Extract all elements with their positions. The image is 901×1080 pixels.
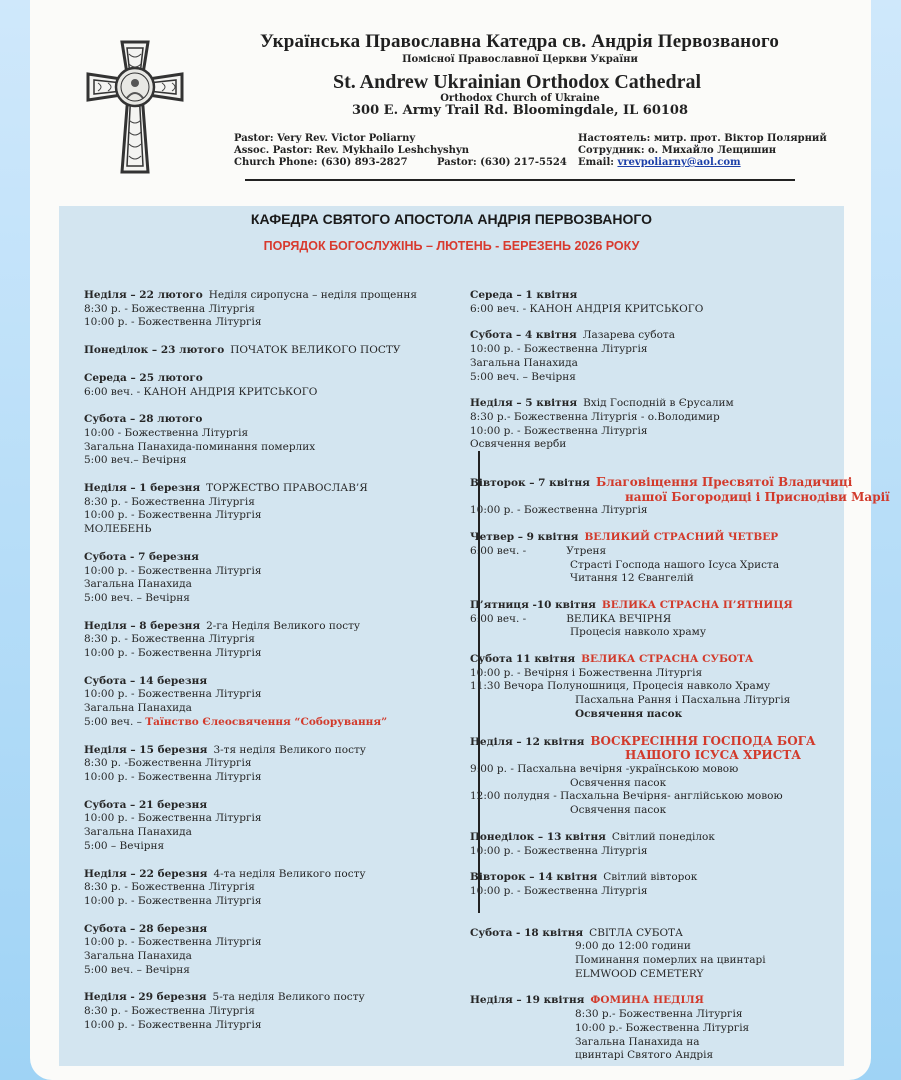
entry-day: Неділя – 1 березня — [84, 482, 201, 495]
entry-line: Пасхальна Рання і Пасхальна Літургія — [575, 694, 791, 707]
entry-day: Неділя – 12 квітня — [470, 735, 585, 748]
uk-pastor-line: Настоятель: митр. прот. Віктор Полярний — [578, 133, 827, 144]
entry-line: 10:00 р. - Божественна Літургія — [84, 894, 262, 907]
church-phone: Church Phone: (630) 893-2827 — [234, 157, 408, 168]
schedule-entry — [84, 482, 454, 537]
schedule-entry — [84, 744, 454, 785]
entry-day: Субота – 28 лютого — [84, 413, 203, 426]
entry-day: Субота – 21 березня — [84, 798, 208, 811]
entry-day: Неділя – 15 березня — [84, 743, 208, 756]
entry-day: Понеділок – 13 квітня — [470, 830, 606, 843]
schedule-entry — [84, 289, 454, 330]
entry-line: 10:00 р. - Божественна Літургія — [84, 770, 262, 783]
entry-heading — [470, 329, 860, 343]
entry-line: Загальна Панахида — [84, 950, 192, 963]
entry-feast: 2-га Неділя Великого посту — [206, 619, 361, 632]
schedule-entry — [84, 344, 454, 358]
entry-line: ELMWOOD CEMETERY — [575, 967, 704, 980]
entry-line: Загальна Панахида-поминання померлих — [84, 440, 316, 453]
entry-feast: Світлий вівторок — [603, 871, 698, 884]
schedule-entry — [84, 413, 454, 468]
entry-line: Загальна Панахида — [84, 578, 192, 591]
entry-line: Загальна Панахида — [470, 356, 578, 369]
entry-line: 6:00 веч. - Утреня — [470, 544, 607, 557]
phone-line — [234, 157, 567, 169]
entry-line: 10:00 р. - Божественна Літургія — [470, 504, 648, 517]
uk-assoc-line: Сотрудник: о. Михайло Лещишин — [578, 145, 777, 156]
schedule-entry — [470, 994, 860, 1063]
entry-heading — [84, 344, 454, 358]
entry-line: 6:00 веч. - КАНОН АНДРІЯ КРИТСЬКОГО — [470, 302, 704, 315]
contacts-ukrainian — [578, 133, 827, 169]
entry-day: Неділя – 19 квітня — [470, 994, 585, 1007]
entry-day: Субота – 4 квітня — [470, 329, 577, 342]
entry-feast: Лазарева субота — [582, 329, 675, 342]
entry-line-service: ВЕЛИКА ВЕЧІРНЯ — [566, 612, 672, 625]
entry-line: 8:30 р. - Божественна Літургія — [84, 881, 255, 894]
entry-heading — [470, 927, 860, 941]
entry-day: Субота - 7 березня — [84, 550, 199, 563]
header-uk-title: Українська Православна Катедра св. Андрія Первозваного — [260, 31, 780, 52]
entry-line: 5:00 веч. – Вечірня — [84, 963, 190, 976]
entry-line: Загальна Панахида — [84, 702, 192, 715]
entry-line: 10:00 р. - Божественна Літургія — [470, 884, 648, 897]
pastor-line: Pastor: Very Rev. Victor Poliarny — [234, 133, 416, 144]
schedule-entry — [470, 599, 860, 640]
entry-heading — [470, 994, 860, 1008]
entry-feast: 3-тя неділя Великого посту — [213, 743, 366, 756]
entry-line: 10:00 р. - Божественна Літургія — [84, 564, 262, 577]
entry-line: 8:30 р. - Божественна Літургія — [84, 1005, 255, 1018]
entry-line: 5:00 веч. – Вечірня — [470, 370, 576, 383]
entry-line: Поминання померлих на цвинтарі — [575, 954, 766, 967]
entry-line: Страсті Господа нашого Ісуса Христа — [570, 558, 780, 571]
entry-heading — [470, 476, 860, 491]
entry-day: Понеділок – 23 лютого — [84, 344, 225, 357]
entry-feast: Світлий понеділок — [611, 830, 715, 843]
entry-heading — [470, 397, 860, 411]
entry-line: 8:30 р. - Божественна Літургія — [84, 495, 255, 508]
entry-day: Субота 11 квітня — [470, 653, 576, 666]
entry-line: 10:00 р. - Божественна Літургія — [84, 936, 262, 949]
email-line — [578, 157, 827, 169]
entry-line: Освячення пасок — [570, 776, 667, 789]
entry-line: 10:00 р. - Божественна Літургія — [84, 647, 262, 660]
entry-heading — [84, 482, 454, 496]
schedule-entry — [470, 329, 860, 384]
entry-line: 5:00 веч.– Вечірня — [84, 454, 187, 467]
entry-heading — [84, 289, 454, 303]
entry-feast: ВЕЛИКА СТРАСНА П’ЯТНИЦЯ — [601, 598, 793, 611]
schedule-entry — [84, 551, 454, 606]
entry-line: 10:00 р. - Божественна Літургія — [470, 343, 648, 356]
entry-heading — [84, 675, 454, 689]
schedule-entry — [84, 620, 454, 661]
entry-line: Освячення пасок — [570, 804, 667, 817]
entry-line: МОЛЕБЕНЬ — [84, 523, 152, 536]
entry-feast-continued: НАШОГО ІСУСА ХРИСТА — [625, 748, 802, 763]
entry-feast: 5-та неділя Великого посту — [212, 991, 365, 1004]
schedule-entry — [84, 868, 454, 909]
entry-line: 10:00 р.- Божественна Літургія — [575, 1021, 750, 1034]
entry-feast: 4-та неділя Великого посту — [213, 867, 366, 880]
entry-line: 8:30 р. -Божественна Літургія — [84, 757, 252, 770]
header-address — [260, 103, 780, 118]
entry-line-red: Таїнство Єлеосвячення “Соборування” — [145, 715, 388, 728]
entry-line: 10:00 р. - Божественна Літургія — [84, 812, 262, 825]
header-en-subtitle-text: Orthodox Church of Ukraine — [440, 93, 600, 104]
email-link[interactable]: vrevpoliarny@aol.com — [617, 157, 741, 168]
entry-line-sacrament — [84, 716, 454, 730]
entry-day: Вівторок – 14 квітня — [470, 871, 598, 884]
entry-line: 10:00 р. - Божественна Літургія — [470, 424, 648, 437]
entry-feast: ВЕЛИКИЙ СТРАСНИЙ ЧЕТВЕР — [584, 531, 779, 544]
entry-line: 8:30 р.- Божественна Літургія - о.Володимир — [470, 410, 720, 423]
entry-feast: ФОМИНА НЕДІЛЯ — [590, 994, 704, 1007]
entry-line: 8:30 р. - Божественна Літургія — [84, 633, 255, 646]
pastor-phone: Pastor: (630) 217-5524 — [437, 157, 567, 168]
entry-heading — [470, 735, 860, 750]
header-divider — [245, 179, 795, 181]
entry-feast: Неділя сиропусна – неділя прощення — [208, 289, 417, 301]
entry-line: 10:00 р. - Вечірня і Божественна Літургія — [470, 666, 703, 679]
entry-heading — [470, 871, 860, 885]
entry-heading — [470, 289, 860, 303]
entry-line-service: Утреня — [566, 544, 607, 557]
entry-line: 10:00 р. - Божественна Літургія — [470, 844, 648, 857]
entry-line: цвинтарі Святого Андрія — [575, 1049, 714, 1062]
panel-subtitle: ПОРЯДОК БОГОСЛУЖІНЬ – ЛЮТЕНЬ - БЕРЕЗЕНЬ 2026 РОКУ — [263, 239, 640, 253]
entry-line: 9:00 р. - Пасхальна вечірня -українською мовою — [470, 762, 739, 775]
entry-line: Читання 12 Євангелій — [570, 572, 694, 585]
entry-line: Освячення пасок — [575, 707, 683, 720]
entry-day: Субота – 14 березня — [84, 674, 208, 687]
entry-day: Неділя – 22 лютого — [84, 289, 203, 301]
entry-heading — [470, 599, 860, 613]
entry-heading — [84, 991, 454, 1005]
entry-heading — [470, 653, 860, 667]
entry-feast: ПОЧАТОК ВЕЛИКОГО ПОСТУ — [230, 344, 401, 357]
entry-heading — [84, 372, 454, 386]
entry-line: 8:30 р. - Божественна Літургія — [84, 302, 255, 315]
schedule-left-column — [84, 289, 454, 1047]
header-uk-subtitle-text: Помісної Православної Церкви України — [402, 54, 638, 65]
entry-line: 5:00 веч. – Вечірня — [84, 591, 190, 604]
entry-line: 5:00 – Вечірня — [84, 839, 165, 852]
entry-day: Неділя – 5 квітня — [470, 397, 578, 410]
email-label: Email: — [578, 157, 614, 168]
entry-line: 11:30 Вечора Полуношниця, Процесія навколо Храму — [470, 680, 771, 693]
panel-title: КАФЕДРА СВЯТОГО АПОСТОЛА АНДРІЯ ПЕРВОЗВАНОГО — [250, 211, 653, 227]
entry-feast: ТОРЖЕСТВО ПРАВОСЛАВ’Я — [206, 482, 368, 495]
schedule-entry — [84, 372, 454, 399]
schedule-entry — [84, 799, 454, 854]
entry-line: 10:00 р. - Божественна Літургія — [84, 688, 262, 701]
entry-line: 9:00 до 12:00 години — [575, 940, 691, 953]
entry-heading — [84, 551, 454, 565]
header-uk-subtitle — [30, 54, 871, 65]
entry-feast: Благовіщення Пресвятої Владичиці — [595, 475, 853, 490]
entry-day: Четвер – 9 квітня — [470, 531, 579, 544]
entry-feast: ВОСКРЕСІННЯ ГОСПОДА БОГА — [590, 733, 816, 748]
schedule-entry — [470, 289, 860, 316]
schedule-entry — [470, 871, 860, 898]
entry-heading — [84, 413, 454, 427]
entry-day: Субота - 18 квітня — [470, 926, 584, 939]
entry-feast-continued: нашої Богородиці і Приснодіви Марії — [625, 489, 890, 504]
schedule-entry — [470, 735, 860, 818]
schedule-right-column — [470, 289, 890, 1063]
schedule-entry — [470, 831, 860, 858]
schedule-entry — [470, 653, 860, 722]
entry-feast: Вхід Господній в Єрусалим — [583, 397, 734, 410]
entry-heading — [470, 831, 860, 845]
entry-line: 10:00 р. - Божественна Літургія — [84, 316, 262, 329]
bulletin-sheet — [30, 0, 890, 1080]
entry-day: Середа – 25 лютого — [84, 371, 203, 384]
entry-line: 6:00 веч. - КАНОН АНДРІЯ КРИТСЬКОГО — [84, 385, 318, 398]
schedule-entry — [470, 531, 860, 586]
schedule-entry — [470, 475, 890, 518]
entry-day: Неділя – 8 березня — [84, 619, 201, 632]
assoc-pastor-line: Assoc. Pastor: Rev. Mykhailo Leshchyshyn — [234, 145, 470, 156]
entry-line: 10:00 р. - Божественна Літургія — [84, 1018, 262, 1031]
entry-day: П’ятниця -10 квітня — [470, 598, 596, 611]
entry-heading — [84, 620, 454, 634]
schedule-entry — [84, 991, 454, 1032]
entry-line: 10:00 - Божественна Літургія — [84, 426, 249, 439]
entry-line: Загальна Панахида на — [575, 1035, 700, 1048]
schedule-entry — [84, 675, 454, 730]
entry-heading — [84, 799, 454, 813]
entry-day: Субота – 28 березня — [84, 922, 208, 935]
entry-heading — [84, 923, 454, 937]
schedule-entry — [470, 927, 860, 982]
entry-day: Неділя – 22 березня — [84, 867, 208, 880]
entry-line: 12:00 полудня - Пасхальна Вечірня- англійською мовою — [470, 790, 783, 803]
header-address-text: 300 E. Army Trail Rd. Bloomingdale, IL 60108 — [352, 103, 688, 118]
entry-line: 8:30 р.- Божественна Літургія — [575, 1008, 743, 1021]
entry-line: 6:00 веч. - ВЕЛИКА ВЕЧІРНЯ — [470, 612, 672, 625]
entry-line-prefix: 5:00 веч. – — [84, 715, 146, 728]
entry-line: Процесія навколо храму — [570, 626, 706, 639]
entry-day: Неділя - 29 березня — [84, 991, 207, 1004]
entry-feast: СВІТЛА СУБОТА — [589, 926, 684, 939]
entry-day: Вівторок – 7 квітня — [470, 477, 590, 490]
entry-day: Середа – 1 квітня — [470, 289, 578, 301]
entry-line: Загальна Панахида — [84, 826, 192, 839]
entry-heading — [84, 744, 454, 758]
entry-line: 10:00 р. - Божественна Літургія — [84, 509, 262, 522]
contacts-english — [234, 133, 567, 169]
header — [30, 0, 871, 195]
entry-line: Освячення верби — [470, 438, 567, 451]
entry-heading — [84, 868, 454, 882]
entry-heading — [470, 531, 860, 545]
header-en-title: St. Andrew Ukrainian Orthodox Cathedral — [333, 71, 702, 93]
schedule-entry — [84, 923, 454, 978]
schedule-entry — [470, 397, 860, 452]
entry-feast: ВЕЛИКА СТРАСНА СУБОТА — [581, 653, 754, 666]
